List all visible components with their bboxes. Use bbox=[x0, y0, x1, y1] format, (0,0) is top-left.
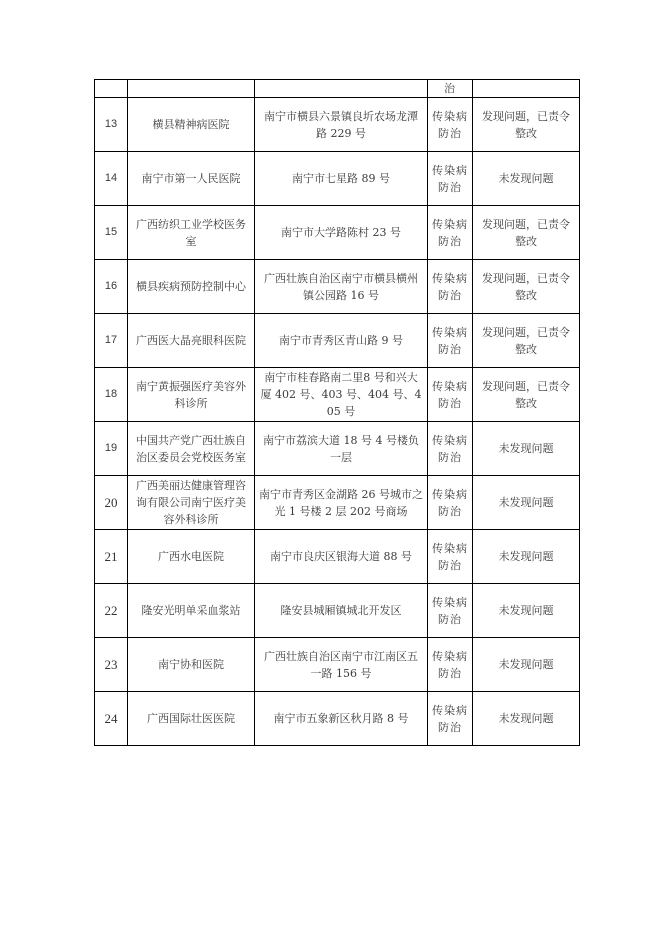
cell-name: 南宁市第一人民医院 bbox=[128, 152, 255, 206]
table-row bbox=[95, 530, 580, 584]
cell-address: 南宁市青秀区金湖路 26 号城市之光 1 号楼 2 层 202 号商场 bbox=[255, 476, 428, 530]
cell-no bbox=[95, 80, 128, 98]
cell-no: 17 bbox=[95, 314, 128, 368]
cell-result bbox=[473, 80, 580, 98]
cell-no: 15 bbox=[95, 206, 128, 260]
cell-name: 横县精神病医院 bbox=[128, 98, 255, 152]
cell-category: 治 bbox=[428, 80, 473, 98]
table-row bbox=[95, 206, 580, 260]
cell-name: 中国共产党广西壮族自治区委员会党校医务室 bbox=[128, 422, 255, 476]
table-row bbox=[95, 476, 580, 530]
cell-address bbox=[255, 80, 428, 98]
cell-address: 南宁市荔滨大道 18 号 4 号楼负一层 bbox=[255, 422, 428, 476]
table-row bbox=[95, 98, 580, 152]
cell-result: 发现问题，已责令整改 bbox=[473, 368, 580, 422]
cell-no: 18 bbox=[95, 368, 128, 422]
cell-result: 未发现问题 bbox=[473, 638, 580, 692]
cell-category: 传染病防治 bbox=[428, 692, 473, 746]
table-row bbox=[95, 638, 580, 692]
table-row bbox=[95, 368, 580, 422]
cell-address: 广西壮族自治区南宁市横县横州镇公园路 16 号 bbox=[255, 260, 428, 314]
cell-category: 传染病防治 bbox=[428, 314, 473, 368]
cell-no: 22 bbox=[95, 584, 128, 638]
cell-name: 广西医大晶亮眼科医院 bbox=[128, 314, 255, 368]
cell-category: 传染病防治 bbox=[428, 638, 473, 692]
cell-category: 传染病防治 bbox=[428, 206, 473, 260]
cell-name: 广西国际壮医医院 bbox=[128, 692, 255, 746]
cell-address: 南宁市大学路陈村 23 号 bbox=[255, 206, 428, 260]
cell-category: 传染病防治 bbox=[428, 476, 473, 530]
cell-address: 南宁市青秀区青山路 9 号 bbox=[255, 314, 428, 368]
cell-address: 南宁市桂春路南二里8 号和兴大厦 402 号、403 号、404 号、405 号 bbox=[255, 368, 428, 422]
cell-no: 19 bbox=[95, 422, 128, 476]
cell-no: 24 bbox=[95, 692, 128, 746]
continued-row bbox=[95, 80, 580, 98]
cell-name bbox=[128, 80, 255, 98]
cell-result: 发现问题，已责令整改 bbox=[473, 98, 580, 152]
cell-name: 广西水电医院 bbox=[128, 530, 255, 584]
cell-no: 16 bbox=[95, 260, 128, 314]
cell-category: 传染病防治 bbox=[428, 530, 473, 584]
cell-result: 未发现问题 bbox=[473, 530, 580, 584]
cell-name: 广西纺织工业学校医务室 bbox=[128, 206, 255, 260]
cell-category: 传染病防治 bbox=[428, 422, 473, 476]
table-row bbox=[95, 314, 580, 368]
cell-result: 未发现问题 bbox=[473, 584, 580, 638]
cell-category: 传染病防治 bbox=[428, 584, 473, 638]
cell-no: 20 bbox=[95, 476, 128, 530]
cell-name: 广西美丽达健康管理咨询有限公司南宁医疗美容外科诊所 bbox=[128, 476, 255, 530]
cell-address: 隆安县城厢镇城北开发区 bbox=[255, 584, 428, 638]
cell-result: 发现问题，已责令整改 bbox=[473, 206, 580, 260]
cell-result: 未发现问题 bbox=[473, 152, 580, 206]
cell-address: 南宁市横县六景镇良圻农场龙潭路 229 号 bbox=[255, 98, 428, 152]
cell-no: 23 bbox=[95, 638, 128, 692]
cell-result: 发现问题，已责令整改 bbox=[473, 260, 580, 314]
cell-address: 南宁市七星路 89 号 bbox=[255, 152, 428, 206]
cell-name: 隆安光明单采血浆站 bbox=[128, 584, 255, 638]
cell-category: 传染病防治 bbox=[428, 260, 473, 314]
cell-category: 传染病防治 bbox=[428, 152, 473, 206]
cell-result: 发现问题，已责令整改 bbox=[473, 314, 580, 368]
cell-address: 南宁市五象新区秋月路 8 号 bbox=[255, 692, 428, 746]
cell-result: 未发现问题 bbox=[473, 476, 580, 530]
cell-name: 横县疾病预防控制中心 bbox=[128, 260, 255, 314]
cell-category: 传染病防治 bbox=[428, 368, 473, 422]
cell-no: 13 bbox=[95, 98, 128, 152]
table-row bbox=[95, 584, 580, 638]
cell-address: 广西壮族自治区南宁市江南区五一路 156 号 bbox=[255, 638, 428, 692]
cell-result: 未发现问题 bbox=[473, 422, 580, 476]
table-row bbox=[95, 152, 580, 206]
cell-no: 14 bbox=[95, 152, 128, 206]
cell-name: 南宁黄振强医疗美容外科诊所 bbox=[128, 368, 255, 422]
table-row bbox=[95, 692, 580, 746]
cell-no: 21 bbox=[95, 530, 128, 584]
cell-name: 南宁协和医院 bbox=[128, 638, 255, 692]
cell-address: 南宁市良庆区银海大道 88 号 bbox=[255, 530, 428, 584]
inspection-table bbox=[94, 79, 580, 746]
cell-category: 传染病防治 bbox=[428, 98, 473, 152]
table-row bbox=[95, 422, 580, 476]
table-row bbox=[95, 260, 580, 314]
cell-result: 未发现问题 bbox=[473, 692, 580, 746]
